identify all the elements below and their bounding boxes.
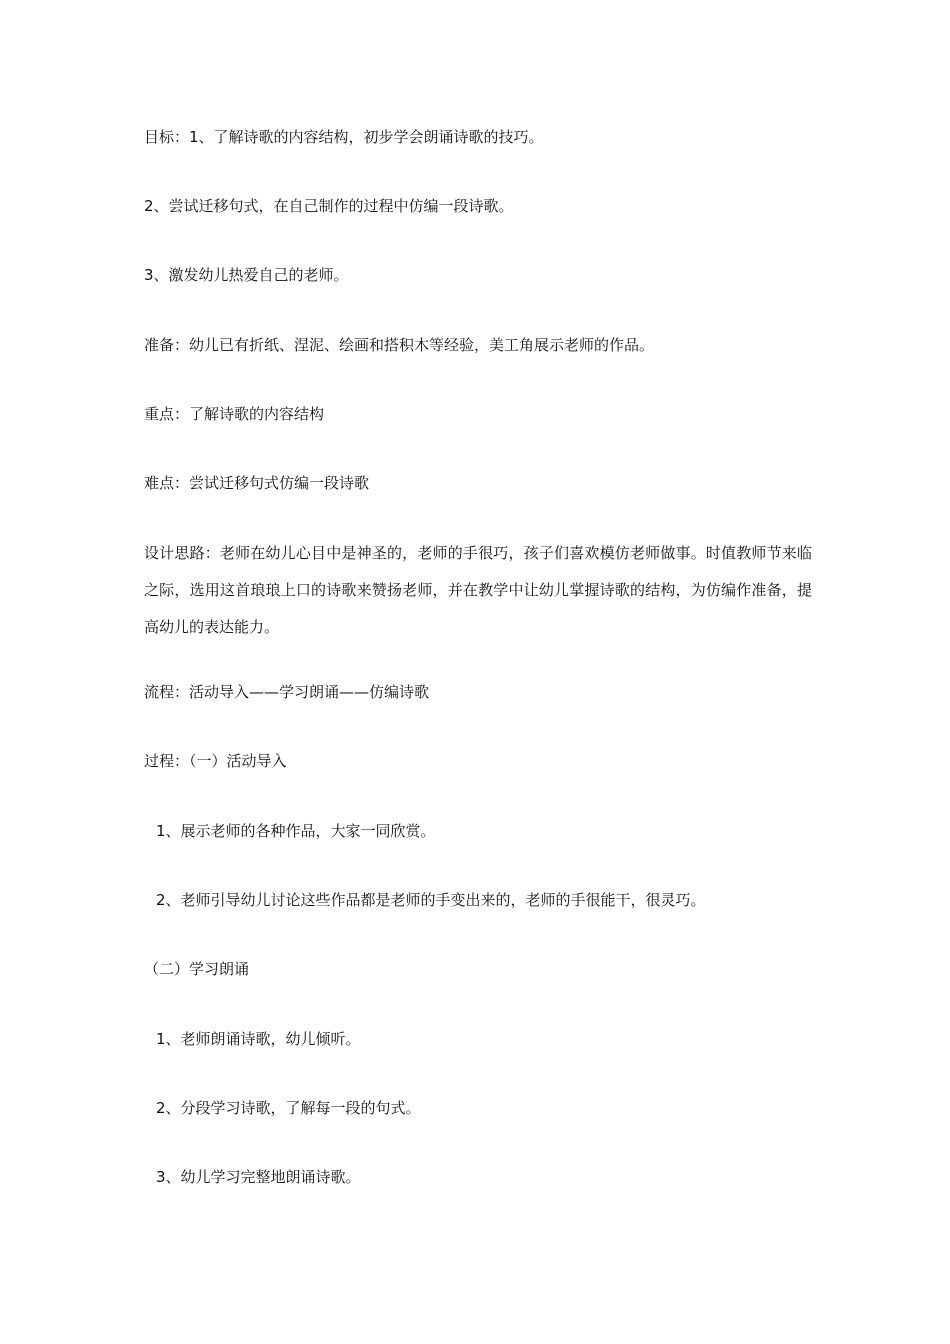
key-point-text: 重点：了解诗歌的内容结构: [144, 405, 325, 423]
step-1-1: 1、展示老师的各种作品，大家一同欣赏。: [156, 822, 436, 840]
step-1-2: 2、老师引导幼儿讨论这些作品都是老师的手变出来的，老师的手很能干，很灵巧。: [156, 891, 706, 909]
step-2-2: 2、分段学习诗歌，了解每一段的句式。: [156, 1099, 421, 1117]
difficulty-text: 难点：尝试迁移句式仿编一段诗歌: [144, 474, 370, 492]
goal-line-3: 3、激发幼儿热爱自己的老师。: [144, 266, 349, 284]
goal-line-1: 目标：1、了解诗歌的内容结构，初步学会朗诵诗歌的技巧。: [144, 128, 544, 146]
flow-text: 流程：活动导入——学习朗诵——仿编诗歌: [144, 683, 430, 701]
step-2-1: 1、老师朗诵诗歌，幼儿倾听。: [156, 1030, 361, 1048]
section-2-heading: （二）学习朗诵: [144, 960, 250, 978]
goal-line-2: 2、尝试迁移句式，在自己制作的过程中仿编一段诗歌。: [144, 197, 514, 215]
design-idea-paragraph: 设计思路：老师在幼儿心目中是神圣的，老师的手很巧，孩子们喜欢模仿老师做事。时值教师节来临之际，选用这首琅琅上口的诗歌来赞扬老师，并在教学中让幼儿掌握诗歌的结构，为仿编作准备，提高幼儿的表达能力。: [144, 544, 812, 636]
preparation-text: 准备：幼儿已有折纸、涅泥、绘画和搭积木等经验，美工角展示老师的作品。: [144, 336, 655, 354]
process-heading: 过程：（一）活动导入: [144, 752, 287, 770]
step-2-3: 3、幼儿学习完整地朗诵诗歌。: [156, 1168, 361, 1186]
